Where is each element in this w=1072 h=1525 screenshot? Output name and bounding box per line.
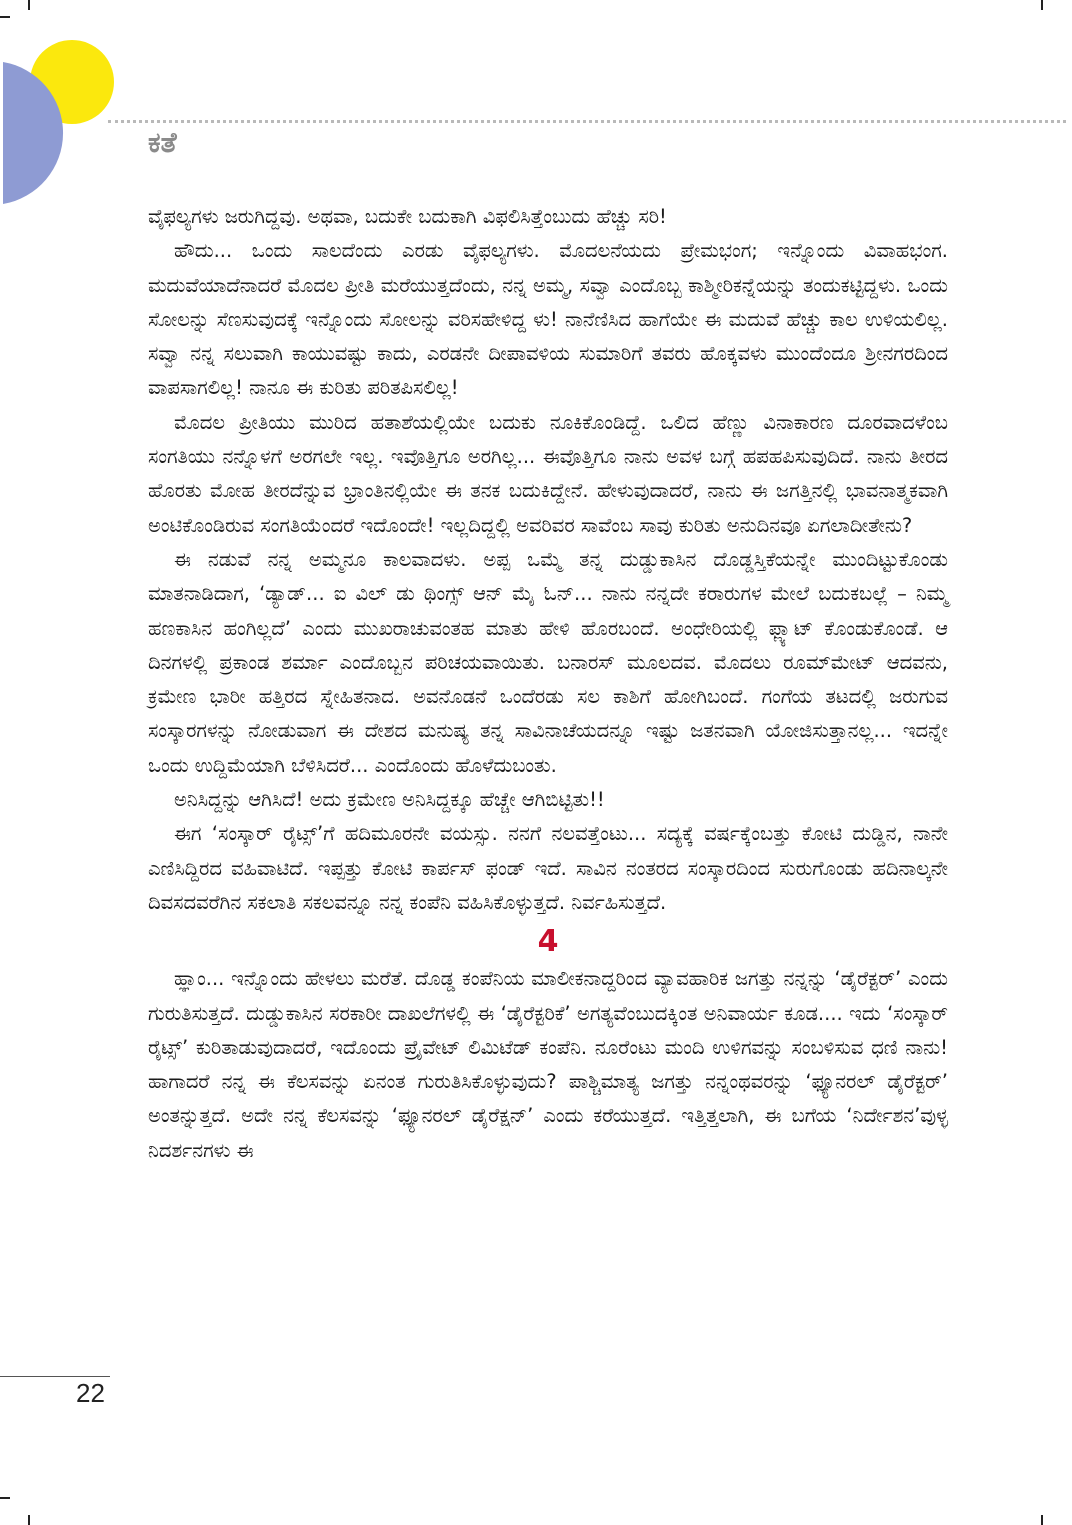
paragraph: ಹ್ಞಾಂ... ಇನ್ನೊಂದು ಹೇಳಲು ಮರೆತೆ. ದೊಡ್ಡ ಕಂಪೆನಿಯ ಮಾಲೀಕನಾದ್ದರಿಂದ ವ್ಯಾವಹಾರಿಕ ಜಗತ್ತು ನನ್ನನ್ನು ‘ಡೈರೆಕ್ಟರ್’ ಎಂದು ಗುರುತಿಸುತ್ತದೆ. ದುಡ್ಡುಕಾಸಿನ ಸರಕಾರೀ ದಾಖಲೆಗಳಲ್ಲಿ ಈ ‘ಡೈರೆಕ್ಟರಿಕೆ’ ಅಗತ್ಯವೆಂಬುದಕ್ಕಿಂತ ಅನಿವಾರ್ಯ ಕೂಡ.... ಇದು ‘ಸಂಸ್ಕಾರ್ ರೈಟ್ಸ್’ ಕುರಿತಾಡುವುದಾದರೆ, ಇದೊಂದು ಪ್ರೈವೇಟ್ ಲಿಮಿಟೆಡ್ ಕಂಪೆನಿ. ನೂರೆಂಟು ಮಂದಿ ಉಳಿಗವನ್ನು ಸಂಬಳಿಸುವ ಧಣಿ ನಾನು! ಹಾಗಾದರೆ ನನ್ನ ಈ ಕೆಲಸವನ್ನು ಏನಂತ ಗುರುತಿಸಿಕೊಳ್ಳುವುದು? ಪಾಶ್ಚಿಮಾತ್ಯ ಜಗತ್ತು ನನ್ನಂಥವರನ್ನು ‘ಫ್ಯೂನರಲ್ ಡೈರೆಕ್ಟರ್’ ಅಂತನ್ನುತ್ತದೆ. ಅದೇ ನನ್ನ ಕೆಲಸವನ್ನು ‘ಫ್ಯೂನರಲ್ ಡೈರೆಕ್ಷನ್’ ಎಂದು ಕರೆಯುತ್ತದೆ. ಇತ್ತಿತ್ತಲಾಗಿ, ಈ ಬಗೆಯ ‘ನಿರ್ದೇಶನ’ವುಳ್ಳ ನಿದರ್ಶನಗಳು ಈ [148, 967, 948, 1162]
paragraph: ಈಗ ‘ಸಂಸ್ಕಾರ್ ರೈಟ್ಸ್’ಗೆ ಹದಿಮೂರನೇ ವಯಸ್ಸು. ನನಗೆ ನಲವತ್ತೆಂಟು... ಸದ್ಯಕ್ಕೆ ವರ್ಷಕ್ಕೆಂಬತ್ತು ಕೋಟಿ ದುಡ್ಡಿನ, ನಾನೇ ಎಣಿಸಿದ್ದಿರದ ವಹಿವಾಟಿದೆ. ಇಪ್ಪತ್ತು ಕೋಟಿ ಕಾರ್ಪಸ್ ಫಂಡ್ ಇದೆ. ಸಾವಿನ ನಂತರದ ಸಂಸ್ಕಾರದಿಂದ ಸುರುಗೊಂಡು ಹದಿನಾಲ್ಕನೇ ದಿವಸದವರೆಗಿನ ಸಕಲಾತಿ ಸಕಲವನ್ನೂ ನನ್ನ ಕಂಪೆನಿ ವಹಿಸಿಕೊಳ್ಳುತ್ತದೆ. ನಿರ್ವಹಿಸುತ್ತದೆ. [148, 822, 948, 914]
section-label: ಕತೆ [148, 126, 177, 159]
chapter-number: 4 [537, 924, 559, 960]
page-number: 22 [76, 1378, 105, 1408]
paragraph: ಅನಿಸಿದ್ದನ್ನು ಆಗಿಸಿದೆ! ಅದು ಕ್ರಮೇಣ ಅನಿಸಿದ್ದಕ್ಕೂ ಹೆಚ್ಚೇ ಆಗಿಬಿಟ್ಟಿತು!! [174, 788, 605, 812]
crop-mark-bottom-right [1041, 1515, 1043, 1525]
paragraph: ಈ ನಡುವೆ ನನ್ನ ಅಮ್ಮನೂ ಕಾಲವಾದಳು. ಅಪ್ಪ ಒಮ್ಮೆ ತನ್ನ ದುಡ್ಡುಕಾಸಿನ ದೊಡ್ಡಸ್ತಿಕೆಯನ್ನೇ ಮುಂದಿಟ್ಟುಕೊಂಡು ಮಾತನಾಡಿದಾಗ, ‘ಡ್ಯಾಡ್... ಐ ವಿಲ್ ಡು ಥಿಂಗ್ಸ್ ಆನ್ ಮೈ ಓನ್... ನಾನು ನನ್ನದೇ ಕರಾರುಗಳ ಮೇಲೆ ಬದುಕಬಲ್ಲೆ – ನಿಮ್ಮ ಹಣಕಾಸಿನ ಹಂಗಿಲ್ಲದೆ’ ಎಂದು ಮುಖರಾಚುವಂತಹ ಮಾತು ಹೇಳಿ ಹೊರಬಂದೆ. ಅಂಧೇರಿಯಲ್ಲಿ ಫ್ಲ್ಯಾಟ್ ಕೊಂಡುಕೊಂಡೆ. ಆ ದಿನಗಳಲ್ಲಿ ಪ್ರಕಾಂಡ ಶರ್ಮಾ ಎಂದೊಬ್ಬನ ಪರಿಚಯವಾಯಿತು. ಬನಾರಸ್ ಮೂಲದವ. ಮೊದಲು ರೂಮ್‌ಮೇಟ್ ಆದವನು, ಕ್ರಮೇಣ ಭಾರೀ ಹತ್ತಿರದ ಸ್ನೇಹಿತನಾದ. ಅವನೊಡನೆ ಒಂದೆರಡು ಸಲ ಕಾಶಿಗೆ ಹೋಗಿಬಂದೆ. ಗಂಗೆಯ ತಟದಲ್ಲಿ ಜರುಗುವ ಸಂಸ್ಕಾರಗಳನ್ನು ನೋಡುವಾಗ ಈ ದೇಶದ ಮನುಷ್ಯ ತನ್ನ ಸಾವಿನಾಚೆಯದನ್ನೂ ಇಷ್ಟು ಜತನವಾಗಿ ಯೋಜಿಸುತ್ತಾನಲ್ಲ... ಇದನ್ನೇ ಒಂದು ಉದ್ದಿಮೆಯಾಗಿ ಬೆಳಿಸಿದರೆ... ಎಂದೊಂದು ಹೊಳೆದುಬಂತು. [148, 547, 948, 777]
decorative-circles [0, 0, 160, 220]
page-number-rule [0, 1376, 110, 1377]
paragraph: ವೈಫಲ್ಯಗಳು ಜರುಗಿದ್ದವು. ಅಥವಾ, ಬದುಕೇ ಬದುಕಾಗಿ ವಿಫಲಿಸಿತ್ತೆಂಬುದು ಹೆಚ್ಚು ಸರಿ! [148, 205, 667, 228]
crop-mark-left-lower [0, 1497, 10, 1499]
article-body [148, 200, 948, 1168]
paragraph: ಮೊದಲ ಪ್ರೀತಿಯು ಮುರಿದ ಹತಾಶೆಯಲ್ಲಿಯೇ ಬದುಕು ನೂಕಿಕೊಂಡಿದ್ದೆ. ಒಲಿದ ಹೆಣ್ಣು ವಿನಾಕಾರಣ ದೂರವಾದಳೆಂಬ ಸಂಗತಿಯು ನನ್ನೊಳಗೆ ಅರಗಲೇ ಇಲ್ಲ. ಇವೊತ್ತಿಗೂ ಅರಗಿಲ್ಲ... ಈವೊತ್ತಿಗೂ ನಾನು ಅವಳ ಬಗ್ಗೆ ಹಪಹಪಿಸುವುದಿದೆ. ನಾನು ತೀರದ ಹೊರತು ಮೋಹ ತೀರದೆನ್ನುವ ಭ್ರಾಂತಿನಲ್ಲಿಯೇ ಈ ತನಕ ಬದುಕಿದ್ದೇನೆ. ಹೇಳುವುದಾದರೆ, ನಾನು ಈ ಜಗತ್ತಿನಲ್ಲಿ ಭಾವನಾತ್ಮಕವಾಗಿ ಅಂಟಿಕೊಂಡಿರುವ ಸಂಗತಿಯೆಂದರೆ ಇದೊಂದೇ! ಇಲ್ಲದಿದ್ದಲ್ಲಿ ಅವರಿವರ ಸಾವೆಂಬ ಸಾವು ಕುರಿತು ಅನುದಿನವೂ ಏಗಲಾದೀತೇನು? [148, 410, 948, 537]
paragraph: ಹೌದು... ಒಂದು ಸಾಲದೆಂದು ಎರಡು ವೈಫಲ್ಯಗಳು. ಮೊದಲನೆಯದು ಪ್ರೇಮಭಂಗ; ಇನ್ನೊಂದು ವಿವಾಹಭಂಗ. ಮದುವೆಯಾದೆನಾದರೆ ಮೊದಲ ಪ್ರೀತಿ ಮರೆಯುತ್ತದೆಂದು, ನನ್ನ ಅಮ್ಮ, ಸವ್ವಾ ಎಂದೊಬ್ಬ ಕಾಶ್ಮೀರಿಕನ್ನೆಯನ್ನು ತಂದುಕಟ್ಟಿದ್ದಳು. ಒಂದು ಸೋಲನ್ನು ಸೆಣಸುವುದಕ್ಕೆ ಇನ್ನೊಂದು ಸೋಲನ್ನು ವರಿಸಹೇಳಿದ್ದ ಳು! ನಾನೆಣಿಸಿದ ಹಾಗೆಯೇ ಈ ಮದುವೆ ಹೆಚ್ಚು ಕಾಲ ಉಳಿಯಲಿಲ್ಲ. ಸವ್ವಾ ನನ್ನ ಸಲುವಾಗಿ ಕಾಯುವಷ್ಟು ಕಾದು, ಎರಡನೇ ದೀಪಾವಳಿಯ ಸುಮಾರಿಗೆ ತವರು ಹೊಕ್ಕವಳು ಮುಂದೆಂದೂ ಶ್ರೀನಗರದಿಂದ ವಾಪಸಾಗಲಿಲ್ಲ! ನಾನೂ ಈ ಕುರಿತು ಪರಿತಪಿಸಲಿಲ್ಲ! [148, 239, 948, 400]
dotted-header-rule [108, 120, 1066, 123]
crop-mark-bottom-left [28, 1515, 30, 1525]
crop-mark-top-right [1041, 0, 1043, 10]
